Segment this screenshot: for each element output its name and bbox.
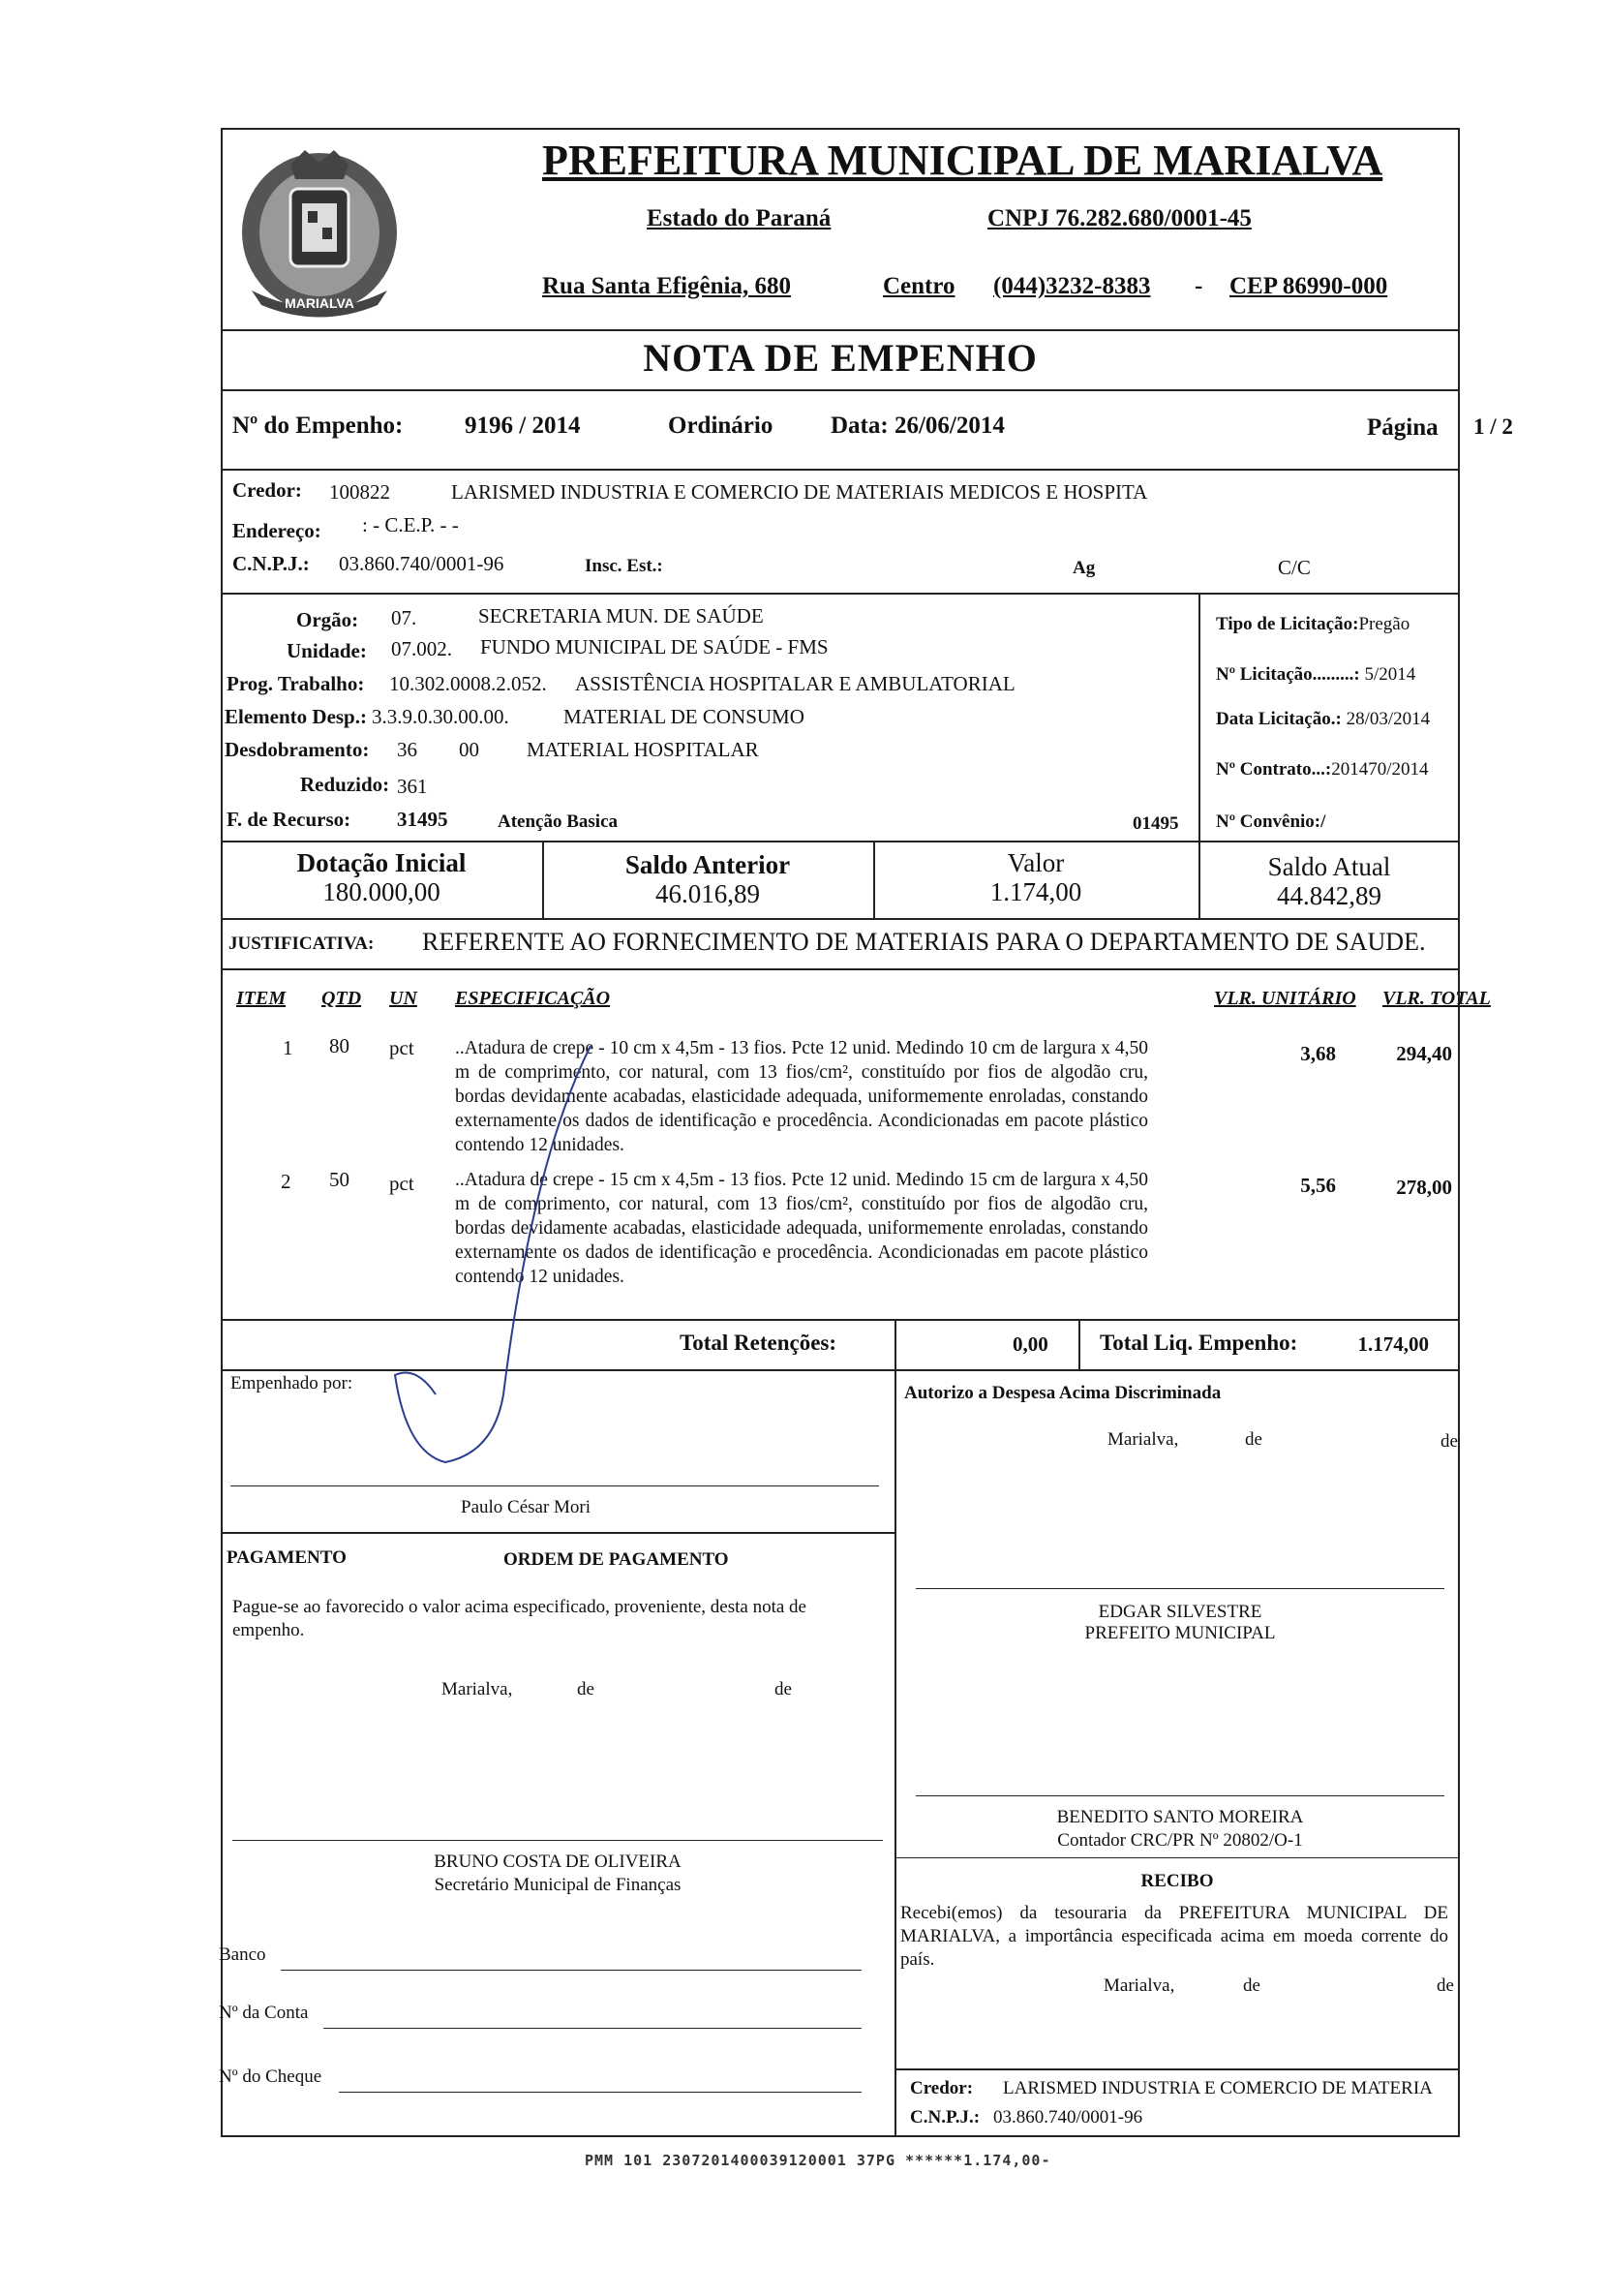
- de-5: de: [1243, 1975, 1260, 1996]
- item-2-un: pct: [389, 1172, 414, 1195]
- total-retencoes-value: 0,00: [1013, 1332, 1048, 1356]
- district-label: Centro: [883, 273, 955, 299]
- justificativa-label: JUSTIFICATIVA:: [228, 934, 375, 954]
- dotacao-value: 180.000,00: [322, 877, 440, 906]
- recurso-label: F. de Recurso:: [227, 808, 351, 831]
- recibo-credor-name: LARISMED INDUSTRIA E COMERCIO DE MATERIA: [1003, 2078, 1433, 2098]
- desdobramento-name: MATERIAL HOSPITALAR: [527, 738, 759, 761]
- crest-label: MARIALVA: [285, 295, 354, 311]
- recibo-cnpj-value: 03.860.740/0001-96: [993, 2107, 1143, 2128]
- marialva-1: Marialva,: [1107, 1429, 1179, 1450]
- convenio-label: Nº Convênio:/: [1216, 811, 1326, 832]
- item-1-un: pct: [389, 1036, 414, 1059]
- de-2: de: [1440, 1431, 1458, 1452]
- item-2-qtd: 50: [329, 1168, 349, 1191]
- empenho-type: Ordinário: [668, 413, 773, 439]
- saldo-anterior-label: Saldo Anterior: [624, 850, 791, 879]
- total-liq-label: Total Liq. Empenho:: [1100, 1331, 1298, 1355]
- data-licitacao-value: 28/03/2014: [1346, 709, 1431, 729]
- num-licitacao-label: [1216, 664, 1415, 686]
- tipo-licitacao-label: [1216, 614, 1410, 635]
- item-1-number: 1: [283, 1036, 293, 1059]
- desdobramento-code1: 36: [397, 738, 417, 761]
- recurso-code2: 01495: [1133, 813, 1179, 834]
- item-1-description: ..Atadura de crepe - 10 cm x 4,5m - 13 fios. Pcte 12 unid. Medindo 10 cm de largura x 4,50 m de comprimento, cor natural, com 13 fios/cm², constituído por fios de algodão cru, bordas devidamente acabadas, elasticidade adequada, uniformemente enroladas, constando externamente os dados de identificação e procedência. Acondicionadas em pacote plástico contendo 12 unidades.: [455, 1038, 1148, 1155]
- data-licitacao-label: [1216, 709, 1430, 730]
- unidade-code: 07.002.: [391, 637, 452, 660]
- contador-role: Contador CRC/PR Nº 20802/O-1: [1057, 1830, 1303, 1851]
- state-label: Estado do Paraná: [647, 205, 832, 231]
- recurso-code: 31495: [397, 808, 448, 831]
- prefeito-role: PREFEITO MUNICIPAL: [1084, 1623, 1276, 1643]
- item-2-description: ..Atadura de crepe - 15 cm x 4,5m - 13 fios. Pcte 12 unid. Medindo 15 cm de largura x 4,50 m de comprimento, cor natural, com 13 fios/cm², constituído por fios de algodão cru, bordas devidamente acabadas, elasticidade adequada, uniformemente enroladas, constando externamente os dados de identificação e procedência. Acondicionadas em pacote plástico contendo 12 unidades.: [455, 1170, 1148, 1287]
- orgao-name: SECRETARIA MUN. DE SAÚDE: [478, 604, 764, 628]
- prog-trabalho-code: 10.302.0008.2.052.: [389, 672, 547, 695]
- insc-est-label: Insc. Est.:: [585, 556, 663, 576]
- num-licitacao-value: 5/2014: [1364, 664, 1416, 685]
- de-4: de: [774, 1679, 792, 1699]
- pague-se-text: Pague-se ao favorecido o valor acima especificado, proveniente, desta nota de empenho.: [232, 1597, 806, 1640]
- de-3: de: [577, 1679, 594, 1699]
- dotacao-label: Dotação Inicial: [296, 848, 467, 877]
- pagamento-label: PAGAMENTO: [227, 1547, 347, 1568]
- secretario-role: Secretário Municipal de Finanças: [434, 1875, 682, 1895]
- cep-label: CEP 86990-000: [1229, 273, 1388, 299]
- col-vlr-unitario: VLR. UNITÁRIO: [1214, 988, 1356, 1009]
- unidade-name: FUNDO MUNICIPAL DE SAÚDE - FMS: [480, 635, 829, 658]
- de-1: de: [1245, 1429, 1262, 1450]
- item-1-total-value: 294,40: [1396, 1042, 1452, 1065]
- item-1-unit-value: 3,68: [1300, 1042, 1336, 1065]
- contrato-label-text: Nº Contrato...:: [1216, 759, 1332, 780]
- cheque-label: Nº do Cheque: [219, 2066, 322, 2087]
- valor-label: Valor: [1007, 848, 1065, 877]
- col-especificacao: ESPECIFICAÇÃO: [455, 988, 611, 1009]
- prefeito-name: EDGAR SILVESTRE: [1098, 1602, 1262, 1622]
- contrato-value: 201470/2014: [1331, 759, 1429, 780]
- autorizo-label: Autorizo a Despesa Acima Discriminada: [904, 1383, 1222, 1403]
- marialva-2: Marialva,: [441, 1679, 513, 1699]
- address-label: Rua Santa Efigênia, 680: [542, 273, 791, 299]
- page-value: 1 / 2: [1473, 414, 1513, 439]
- elemento-label: Elemento Desp.:: [225, 705, 367, 728]
- conta-label: Nº da Conta: [219, 2003, 309, 2023]
- col-item: ITEM: [236, 988, 287, 1009]
- credor-cnpj-value: 03.860.740/0001-96: [339, 552, 504, 575]
- recibo-title: RECIBO: [1140, 1871, 1214, 1891]
- cnpj-label: CNPJ 76.282.680/0001-45: [987, 205, 1252, 231]
- document-title: PREFEITURA MUNICIPAL DE MARIALVA: [542, 137, 1383, 184]
- empenhado-name: Paulo César Mori: [461, 1497, 591, 1517]
- elemento-code: 3.3.9.0.30.00.00.: [372, 705, 509, 728]
- justificativa-text: REFERENTE AO FORNECIMENTO DE MATERIAIS PARA O DEPARTAMENTO DE SAUDE.: [422, 928, 1426, 956]
- credor-label: Credor:: [232, 478, 302, 502]
- valor-value: 1.174,00: [989, 877, 1082, 906]
- desdobramento-label: Desdobramento:: [225, 738, 370, 761]
- prog-trabalho-name: ASSISTÊNCIA HOSPITALAR E AMBULATORIAL: [575, 672, 1016, 695]
- num-licitacao-label-text: Nº Licitação.........:: [1216, 664, 1360, 685]
- item-1-qtd: 80: [329, 1034, 349, 1057]
- col-un: UN: [389, 988, 417, 1009]
- credor-cnpj-label: C.N.P.J.:: [232, 552, 310, 575]
- total-retencoes-label: Total Retenções:: [680, 1331, 837, 1355]
- saldo-anterior-value: 46.016,89: [655, 879, 760, 908]
- banco-label: Banco: [219, 1944, 266, 1965]
- saldo-atual-label: Saldo Atual: [1267, 852, 1391, 881]
- unidade-label: Unidade:: [287, 639, 367, 662]
- endereco-label: Endereço:: [232, 519, 321, 542]
- recurso-name: Atenção Basica: [498, 811, 619, 832]
- separator-dash: -: [1195, 273, 1203, 299]
- signature-mark: [387, 1046, 620, 1491]
- col-qtd: QTD: [321, 988, 362, 1009]
- elemento-name: MATERIAL DE CONSUMO: [563, 705, 804, 728]
- empenhado-por-label: Empenhado por:: [230, 1373, 353, 1393]
- empenho-date: Data: 26/06/2014: [831, 413, 1005, 439]
- footer-barcode-text: PMM 101 2307201400039120001 37PG ******1.174,00-: [585, 2152, 1051, 2169]
- secretario-name: BRUNO COSTA DE OLIVEIRA: [434, 1852, 682, 1872]
- orgao-label: Orgão:: [296, 608, 359, 631]
- recibo-credor-label: Credor:: [910, 2078, 974, 2098]
- tipo-licitacao-label-text: Tipo de Licitação:: [1216, 614, 1359, 634]
- cc-label: C/C: [1278, 556, 1311, 579]
- tipo-licitacao-value: Pregão: [1358, 614, 1410, 634]
- empenho-number: 9196 / 2014: [465, 413, 581, 439]
- reduzido-label: Reduzido:: [300, 773, 390, 796]
- credor-name: LARISMED INDUSTRIA E COMERCIO DE MATERIAIS MEDICOS E HOSPITA: [451, 480, 1148, 504]
- reduzido-value: 361: [397, 775, 428, 798]
- page-label: Página: [1367, 414, 1439, 441]
- item-2-total-value: 278,00: [1396, 1176, 1452, 1199]
- orgao-code: 07.: [391, 606, 417, 629]
- ag-label: Ag: [1073, 558, 1096, 578]
- col-vlr-total: VLR. TOTAL: [1382, 988, 1491, 1009]
- saldo-atual-value: 44.842,89: [1277, 881, 1381, 910]
- contador-name: BENEDITO SANTO MOREIRA: [1056, 1807, 1304, 1827]
- marialva-3: Marialva,: [1104, 1975, 1175, 1996]
- phone-label: (044)3232-8383: [993, 273, 1151, 299]
- recibo-cnpj-label: C.N.P.J.:: [910, 2107, 981, 2128]
- de-6: de: [1437, 1975, 1454, 1996]
- contrato-label: [1216, 759, 1428, 781]
- ordem-pagamento-label: ORDEM DE PAGAMENTO: [503, 1549, 729, 1570]
- recibo-text: Recebi(emos) da tesouraria da PREFEITURA MUNICIPAL DE MARIALVA, a importância especificada acima em moeda corrente do país.: [900, 1903, 1448, 1970]
- item-2-unit-value: 5,56: [1300, 1174, 1336, 1197]
- item-2-number: 2: [281, 1170, 291, 1193]
- data-licitacao-label-text: Data Licitação.:: [1216, 709, 1342, 729]
- desdobramento-code2: 00: [459, 738, 479, 761]
- empenho-label: Nº do Empenho:: [232, 413, 404, 439]
- credor-code: 100822: [329, 480, 390, 504]
- nota-empenho-title: NOTA DE EMPENHO: [643, 336, 1038, 380]
- endereco-value: : - C.E.P. - -: [362, 513, 459, 536]
- prog-trabalho-label: Prog. Trabalho:: [227, 672, 365, 695]
